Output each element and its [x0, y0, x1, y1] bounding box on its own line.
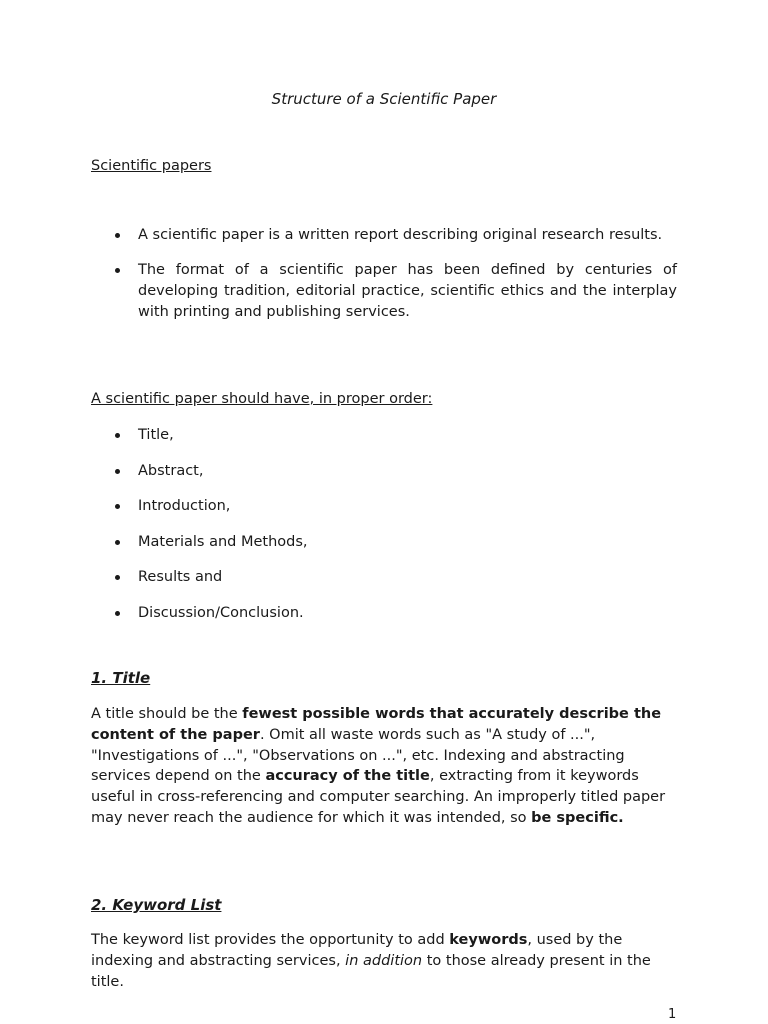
list-item-materials-methods: Materials and Methods, [91, 532, 677, 553]
title-section-paragraph [91, 704, 677, 829]
proper-order-list [91, 425, 677, 624]
heading-keyword-list-section: 2. Keyword List [91, 896, 222, 914]
bold-text-run: be specific. [531, 809, 624, 826]
scientific-papers-bullet-list [91, 225, 677, 323]
list-item-discussion: Discussion/Conclusion. [91, 603, 677, 624]
text-run: , used by the indexing and abstracting services, [91, 932, 623, 969]
text-run: to those already present in the title. [91, 952, 651, 990]
bullet-item: A scientific paper is a written report describing original research results. [91, 225, 677, 246]
text-run: , extracting from it keywords useful in cross-referencing and computer searching. An improperly titled paper may never reach the audience for which it was intended, so [91, 768, 666, 826]
section-heading-proper-order: A scientific paper should have, in proper order: [91, 391, 433, 407]
keyword-section-paragraph [91, 930, 677, 992]
list-item-title: Title, [91, 425, 677, 446]
text-run: The keyword list provides the opportunity to add [91, 932, 450, 948]
bold-text-run: keywords [449, 932, 528, 948]
text-run: . Omit all waste words such as "A study of ...", "Investigations of ...", "Observations on ...", etc. Indexing and abstracting services depend on the [91, 726, 625, 785]
bold-text-run: accuracy of the title [265, 768, 430, 785]
bullet-item: The format of a scientific paper has been defined by centuries of developing tradition, editorial practice, scientific ethics and the interplay with printing and publishing services. [91, 260, 677, 323]
heading-title-section: 1. Title [91, 669, 151, 687]
italic-text-run: in addition [345, 952, 423, 969]
section-heading-scientific-papers: Scientific papers [91, 158, 212, 174]
list-item-results: Results and [91, 567, 677, 588]
bold-text-run: fewest possible words that accurately describe the content of the paper [91, 706, 662, 743]
list-item-abstract: Abstract, [91, 461, 677, 482]
text-run: A title should be the [91, 706, 243, 722]
page-number: 1 [668, 1007, 677, 1022]
list-item-introduction: Introduction, [91, 496, 677, 517]
document-title: Structure of a Scientific Paper [271, 90, 497, 108]
